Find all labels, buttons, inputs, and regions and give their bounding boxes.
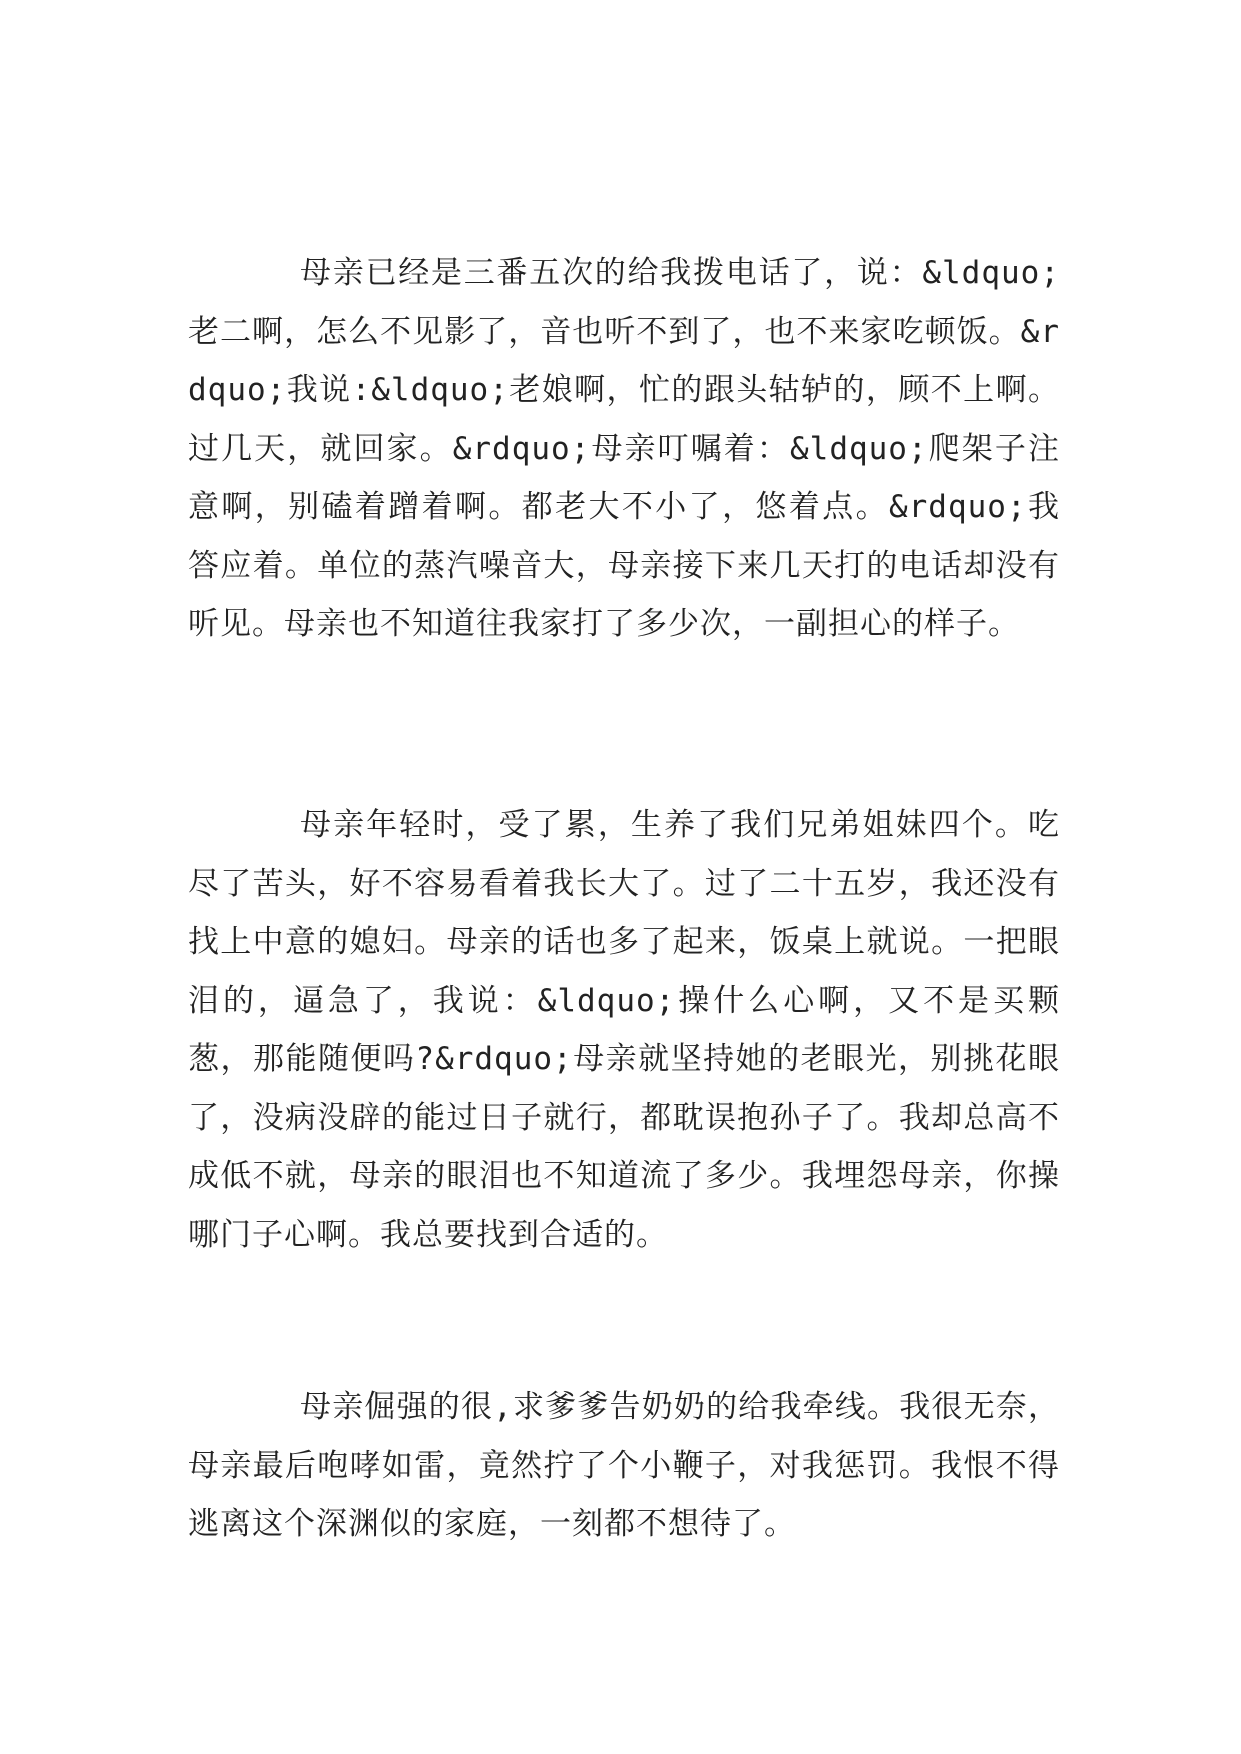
paragraph: 母亲年轻时，受了累，生养了我们兄弟姐妹四个。吃尽了苦头，好不容易看着我长大了。过了二十五岁，我还没有找上中意的媳妇。母亲的话也多了起来，饭桌上就说。一把眼泪的，逼急了，我说：&ldquo;操什么心啊，又不是买颗葱，那能随便吗?&rdquo;母亲就坚持她的老眼光，别挑花眼了，没病没辟的能过日子就行，都耽误抱孙子了。我却总高不成低不就，母亲的眼泪也不知道流了多少。我埋怨母亲，你操哪门子心啊。我总要找到合适的。 (188, 807, 1060, 1253)
paragraph: 母亲已经是三番五次的给我拨电话了，说：&ldquo;老二啊，怎么不见影了，音也听不到了，也不来家吃顿饭。&rdquo;我说:&ldquo;老娘啊，忙的跟头轱轳的，顾不上啊。过几天，就回家。&rdquo;母亲叮嘱着：&ldquo;爬架子注意啊，别磕着蹭着啊。都老大不小了，悠着点。&rdquo;我答应着。单位的蒸汽噪音大，母亲接下来几天打的电话却没有听见。母亲也不知道往我家打了多少次，一副担心的样子。 (188, 255, 1060, 642)
paragraph: 母亲倔强的很,求爹爹告奶奶的给我牵线。我很无奈，母亲最后咆哮如雷，竟然拧了个小鞭子，对我惩罚。我恨不得逃离这个深渊似的家庭，一刻都不想待了。 (188, 1389, 1060, 1542)
